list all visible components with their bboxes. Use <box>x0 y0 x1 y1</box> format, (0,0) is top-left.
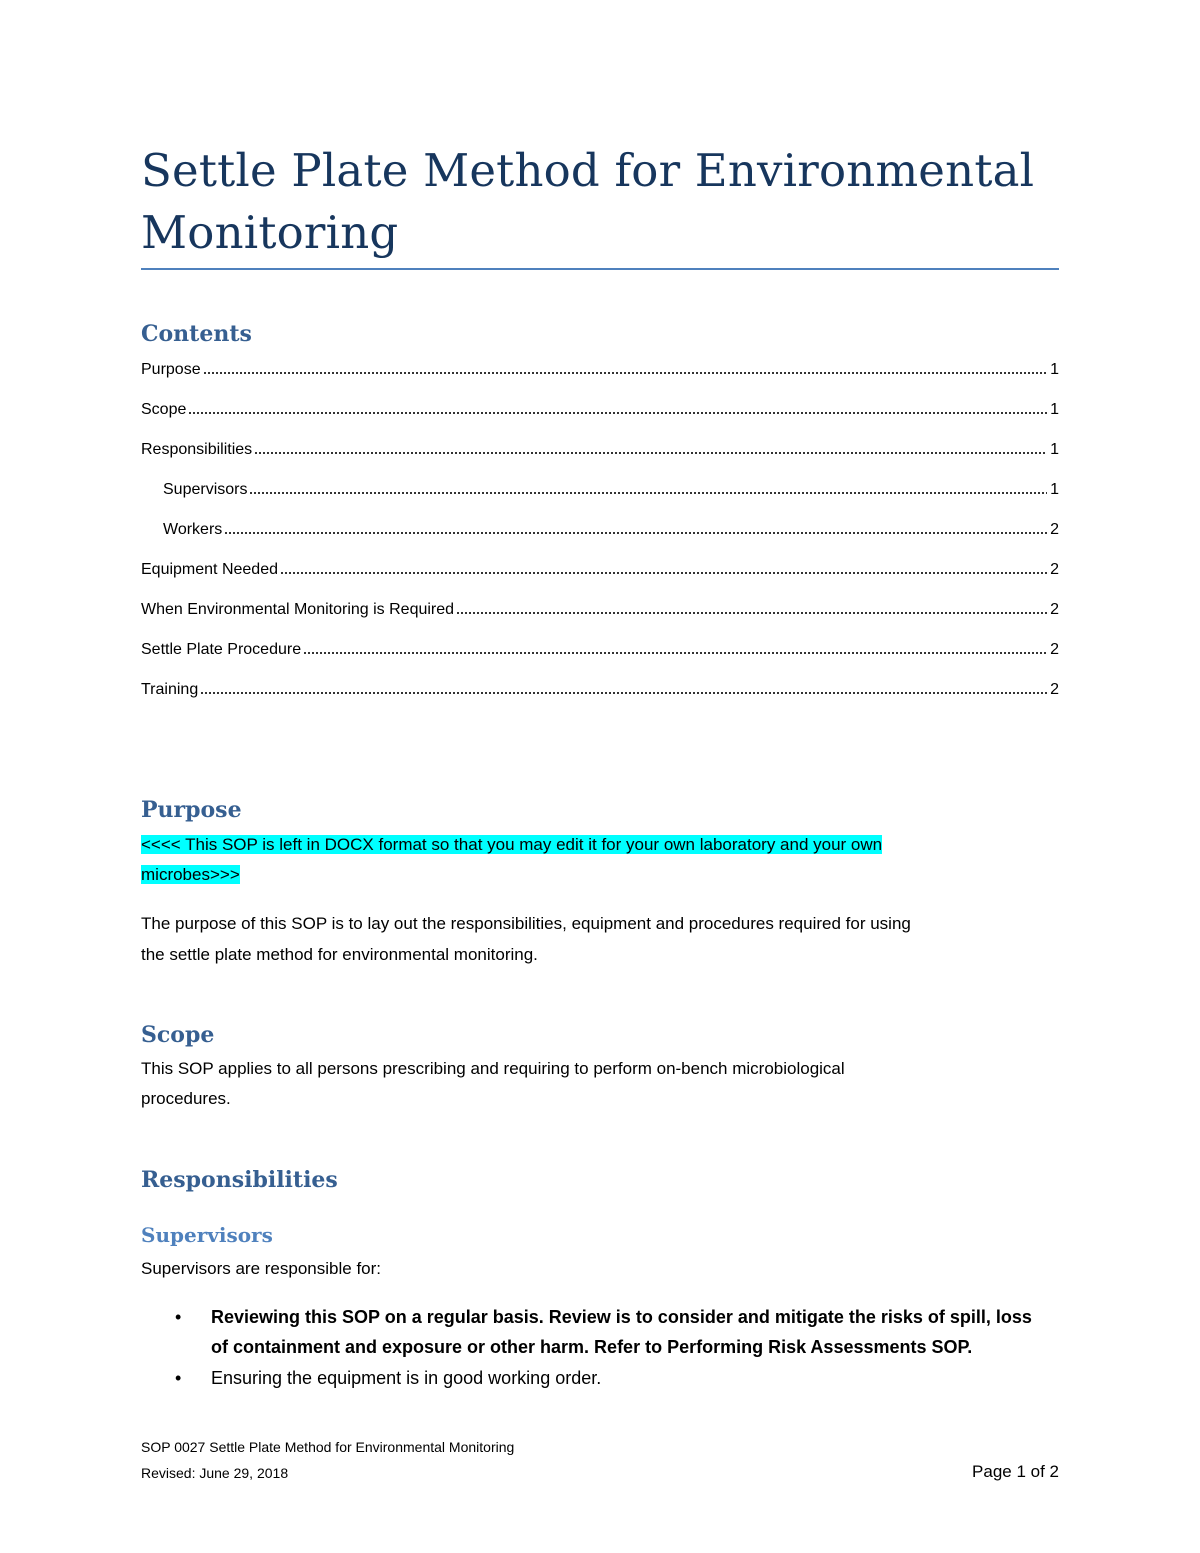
footer-revised-date: Revised: June 29, 2018 <box>141 1465 289 1481</box>
toc-entry-label[interactable]: Supervisors <box>163 481 248 498</box>
footer-page-number: Page 1 of 2 <box>972 1462 1059 1481</box>
highlighted-note: microbes>>> <box>141 865 240 884</box>
purpose-note-line-1 <box>141 829 882 860</box>
bullet-text <box>211 1302 1059 1362</box>
list-item <box>141 1363 1059 1393</box>
list-item <box>141 1302 1059 1362</box>
supervisors-intro: Supervisors are responsible for: <box>141 1259 382 1278</box>
toc-entry-scope[interactable] <box>141 399 1059 421</box>
toc-leader-dots <box>254 451 1047 456</box>
toc-entry-label[interactable]: Training <box>141 681 199 698</box>
scope-body-line-1: This SOP applies to all persons prescribing and requiring to perform on-bench microbiological <box>141 1059 845 1078</box>
bullet-text-line-2: of containment and exposure or other harm. Refer to Performing Risk Assessments SOP. <box>211 1337 973 1357</box>
scope-body-line-2: procedures. <box>141 1089 231 1108</box>
highlighted-note: <<<< This SOP is left in DOCX format so that you may edit it for your own laboratory and your own <box>141 835 883 854</box>
toc-leader-dots <box>200 691 1047 696</box>
toc-leader-dots <box>280 571 1047 576</box>
toc-entry-label[interactable]: Responsibilities <box>141 441 253 458</box>
toc-entry-responsibilities[interactable] <box>141 439 1059 461</box>
toc-entry-purpose[interactable] <box>141 359 1059 381</box>
document-title: Settle Plate Method for Environmental Monitoring <box>141 144 1035 259</box>
responsibilities-heading: Responsibilities <box>141 1167 338 1193</box>
bullet-text: Ensuring the equipment is in good working order. <box>211 1368 602 1388</box>
supervisors-heading: Supervisors <box>141 1223 273 1247</box>
toc-entry-when-required[interactable] <box>141 599 1059 621</box>
purpose-body-line-2: the settle plate method for environmental monitoring. <box>141 945 538 964</box>
toc-entry-supervisors[interactable] <box>163 479 1059 501</box>
toc-entry-page: 2 <box>1050 601 1059 618</box>
title-underline <box>141 268 1059 270</box>
toc-heading: Contents <box>141 321 252 347</box>
toc-entry-page: 2 <box>1050 561 1059 578</box>
toc-entry-page: 1 <box>1050 401 1059 418</box>
toc-leader-dots <box>303 651 1047 656</box>
scope-heading: Scope <box>141 1022 215 1048</box>
toc-entry-page: 2 <box>1050 681 1059 698</box>
toc-entry-training[interactable] <box>141 679 1059 701</box>
footer-doc-id: SOP 0027 Settle Plate Method for Environmental Monitoring <box>141 1439 515 1455</box>
toc-entry-equipment-needed[interactable] <box>141 559 1059 581</box>
toc-leader-dots <box>456 611 1047 616</box>
toc-entry-label[interactable]: When Environmental Monitoring is Required <box>141 601 455 618</box>
toc-leader-dots <box>188 411 1047 416</box>
toc-entry-label[interactable]: Purpose <box>141 361 201 378</box>
toc-entry-page: 2 <box>1050 521 1059 538</box>
toc-entry-page: 1 <box>1050 361 1059 378</box>
purpose-body-line-1: The purpose of this SOP is to lay out the responsibilities, equipment and procedures required for using <box>141 914 911 933</box>
toc-entry-settle-plate-procedure[interactable] <box>141 639 1059 661</box>
bullet-icon: • <box>175 1307 182 1327</box>
toc-entry-page: 2 <box>1050 641 1059 658</box>
toc-leader-dots <box>249 491 1047 496</box>
toc-leader-dots <box>224 531 1047 536</box>
toc-entry-page: 1 <box>1050 441 1059 458</box>
purpose-note-line-2 <box>141 859 240 890</box>
toc-entry-page: 1 <box>1050 481 1059 498</box>
bullet-icon: • <box>175 1368 182 1388</box>
toc-entry-label[interactable]: Scope <box>141 401 187 418</box>
bullet-text-line-1: Reviewing this SOP on a regular basis. Review is to consider and mitigate the risks of spill, loss <box>211 1307 1032 1327</box>
toc-entry-workers[interactable] <box>163 519 1059 541</box>
toc-entry-label[interactable]: Equipment Needed <box>141 561 278 578</box>
toc-leader-dots <box>203 371 1048 376</box>
purpose-heading: Purpose <box>141 797 242 823</box>
toc-entry-label[interactable]: Workers <box>163 521 223 538</box>
toc-entry-label[interactable]: Settle Plate Procedure <box>141 641 302 658</box>
